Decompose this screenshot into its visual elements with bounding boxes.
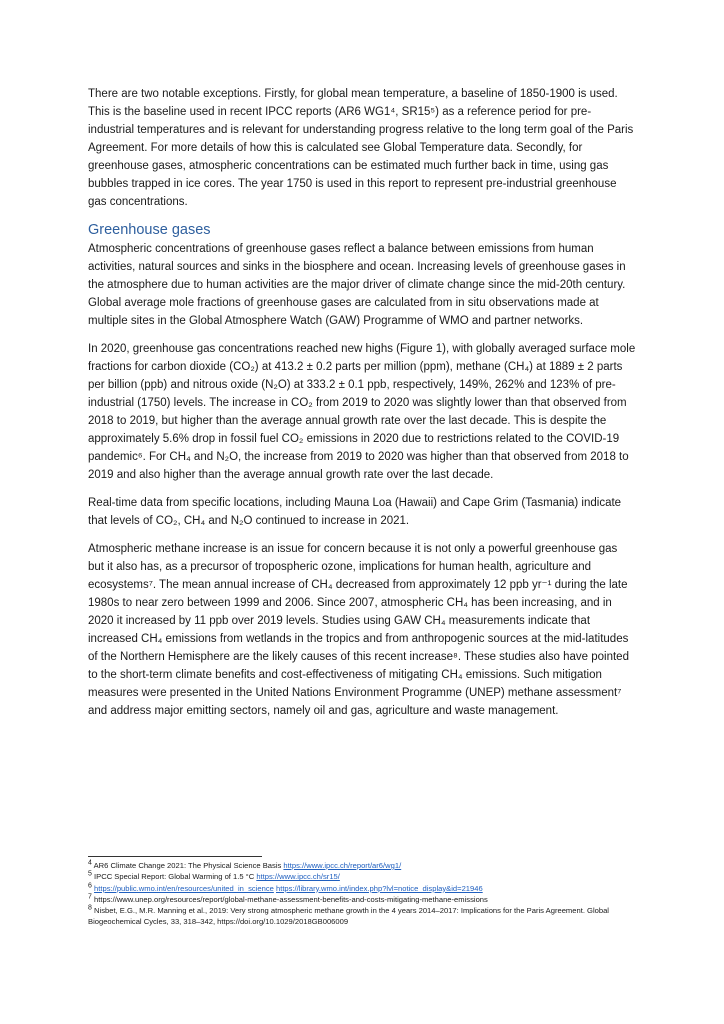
ghg-paragraph-3: Real-time data from specific locations, including Mauna Loa (Hawaii) and Cape Grim (Tasmania) indicate that levels of CO₂, CH₄ and N₂O continued to increase in 2021. bbox=[88, 497, 622, 527]
footnote-link-united-in-science[interactable]: https://public.wmo.int/en/resources/united_in_science bbox=[94, 883, 274, 893]
footnote-text: IPCC Special Report: Global Warming of 1.5 °C bbox=[94, 872, 257, 882]
body-text bbox=[88, 85, 636, 730]
footnote-text: AR6 Climate Change 2021: The Physical Science Basis bbox=[93, 861, 284, 870]
footnote-link[interactable]: https://www.ipcc.ch/sr15/ bbox=[256, 872, 340, 882]
ghg-paragraph-4: Atmospheric methane increase is an issue for concern because it is not only a powerful greenhouse gas but it also has, as a precursor of tropospheric ozone, implications for human health, agriculture and ecosystems⁷. The mean annual increase of CH₄ decreased from approximately 12 ppb yr⁻¹ during the late 1980s to near zero between 1999 and 2006. Since 2007, atmospheric CH₄ has been increasing, and in 2020 it increased by 11 ppb over 2019 levels. Studies using GAW CH₄ measurements indicate that increased CH₄ emissions from wetlands in the tropics and from anthropogenic sources at the mid-latitudes of the Northern Hemisphere are the likely causes of this recent increase⁸. These studies also have pointed to the short-term climate benefits and cost-effectiveness of mitigating CH₄ emissions. Such mitigation measures were presented in the United Nations Environment Programme (UNEP) methane assessment⁷ and address major emitting sectors, namely oil and gas, agriculture and waste management. bbox=[88, 543, 629, 717]
footnote-5 bbox=[88, 871, 648, 882]
footnote-number: 6 bbox=[88, 882, 92, 890]
footnote-number: 5 bbox=[88, 870, 92, 878]
footnote-link[interactable]: https://www.ipcc.ch/report/ar6/wg1/ bbox=[283, 861, 402, 870]
footnote-text: Nisbet, E.G., M.R. Manning et al., 2019: Very strong atmospheric methane growth in the 4 years 2014–2017: Implications for the Paris Agreement. Global Biogeochemical Cycles, 33, 318–342, https://doi.org/10.1029/2018GB006009 bbox=[88, 906, 609, 927]
footnote-number: 8 bbox=[88, 904, 92, 912]
intro-paragraph: There are two notable exceptions. Firstly, for global mean temperature, a baseline of 1850-1900 is used. This is the baseline used in recent IPCC reports (AR6 WG1⁴, SR15⁵) as a reference period for pre-industrial temperatures and is relevant for understanding progress relative to the long term goal of the Paris Agreement. For more details of how this is calculated see Global Temperature data. Secondly, for greenhouse gases, atmospheric concentrations can be estimated much further back in time, using gas bubbles trapped in ice cores. The year 1750 is used in this report to represent pre-industrial greenhouse gas concentrations. bbox=[88, 88, 634, 208]
footnote-text: https://www.unep.org/resources/report/global-methane-assessment-benefits-and-costs-mitigating-methane-emissions bbox=[94, 894, 488, 904]
section-heading: Greenhouse gases bbox=[88, 222, 211, 238]
ghg-paragraph-2: In 2020, greenhouse gas concentrations reached new highs (Figure 1), with globally averaged surface mole fractions for carbon dioxide (CO₂) at 413.2 ± 0.2 parts per million (ppm), methane (CH₄) at 1889 ± 2 parts per billion (ppb) and nitrous oxide (N₂O) at 333.2 ± 0.1 ppb, respectively, 149%, 262% and 123% of pre-industrial (1750) levels. The increase in CO₂ from 2019 to 2020 was slightly lower than that observed from 2018 to 2019, but higher than the average annual growth rate over the last decade. This is despite the approximately 5.6% drop in fossil fuel CO₂ emissions in 2020 due to restrictions related to the COVID-19 pandemic⁶. For CH₄ and N₂O, the increase from 2019 to 2020 was higher than that observed from 2018 to 2019 and also higher than the average annual growth rate over the last decade. bbox=[88, 343, 636, 481]
ghg-paragraph-1: Atmospheric concentrations of greenhouse gases reflect a balance between emissions from human activities, natural sources and sinks in the biosphere and ocean. Increasing levels of greenhouse gases in the atmosphere due to human activities are the major driver of climate change since the mid-20th century. Global average mole fractions of greenhouse gases are calculated from in situ observations made at multiple sites in the Global Atmosphere Watch (GAW) Programme of WMO and partner networks. bbox=[88, 243, 626, 327]
footnote-4 bbox=[88, 860, 648, 871]
footnotes bbox=[88, 857, 648, 928]
footnote-7 bbox=[88, 894, 648, 905]
footnote-6 bbox=[88, 883, 648, 894]
footnote-link-wmo-library[interactable]: https://library.wmo.int/index.php?lvl=notice_display&id=21946 bbox=[275, 883, 483, 893]
footnote-number: 7 bbox=[88, 893, 92, 901]
footnote-8 bbox=[88, 905, 648, 928]
footnote-number: 4 bbox=[88, 859, 92, 867]
